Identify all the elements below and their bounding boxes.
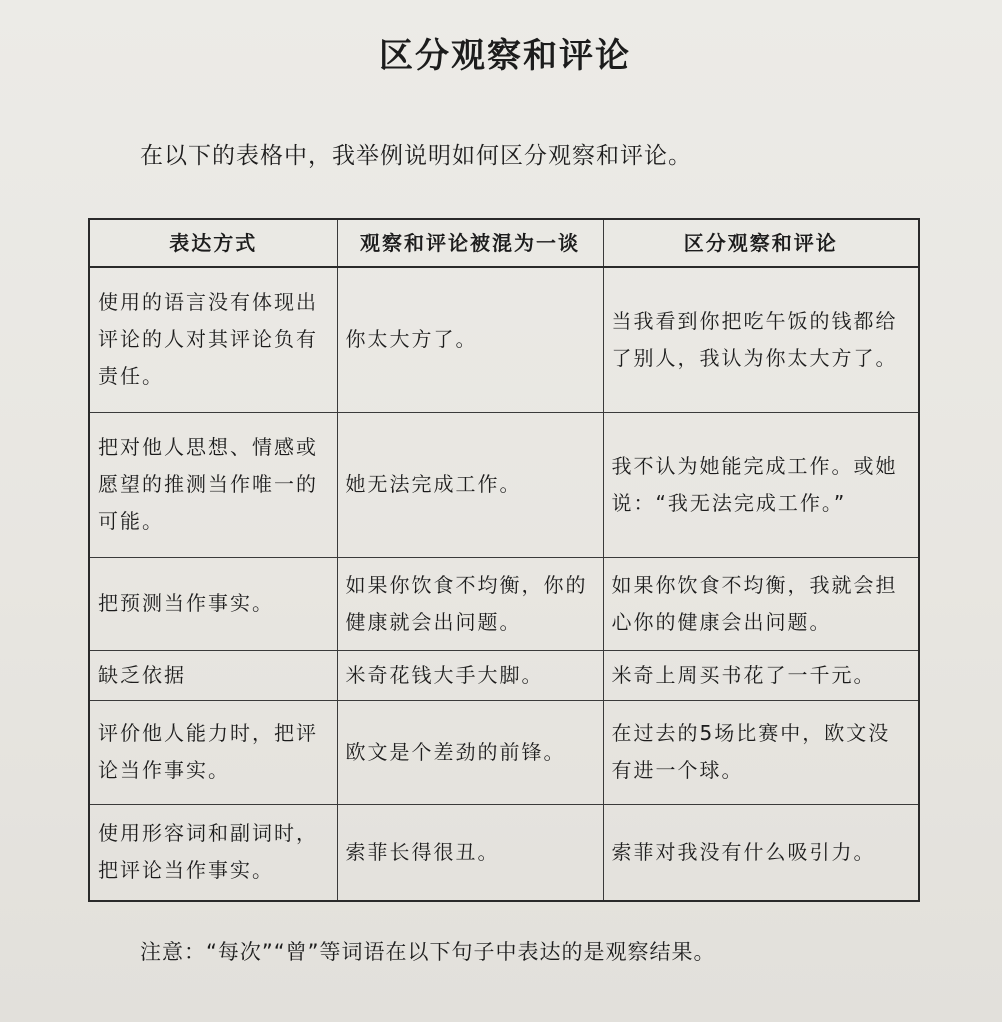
comparison-table [88,218,920,902]
distinguished-example-cell: 我不认为她能完成工作。或她说：“我无法完成工作。” [603,412,919,557]
table-row [89,650,919,700]
page-title: 区分观察和评论 [379,36,631,76]
mixed-example-cell: 如果你饮食不均衡，你的健康就会出问题。 [337,557,603,650]
header-mixed: 观察和评论被混为一谈 [337,219,603,267]
expression-type-cell: 使用形容词和副词时，把评论当作事实。 [89,804,337,901]
expression-type-cell: 缺乏依据 [89,650,337,700]
distinguished-example-cell: 索菲对我没有什么吸引力。 [603,804,919,901]
distinguished-example-cell: 在过去的5场比赛中，欧文没有进一个球。 [603,700,919,804]
expression-type-cell: 把对他人思想、情感或愿望的推测当作唯一的可能。 [89,412,337,557]
table-row [89,267,919,412]
table-row [89,700,919,804]
header-distinguished: 区分观察和评论 [603,219,919,267]
distinguished-example-cell: 如果你饮食不均衡，我就会担心你的健康会出问题。 [603,557,919,650]
expression-type-cell: 把预测当作事实。 [89,557,337,650]
mixed-example-cell: 你太大方了。 [337,267,603,412]
distinguished-example-cell: 当我看到你把吃午饭的钱都给了别人，我认为你太大方了。 [603,267,919,412]
intro-paragraph: 在以下的表格中，我举例说明如何区分观察和评论。 [140,143,692,169]
table-header-row [89,219,919,267]
mixed-example-cell: 米奇花钱大手大脚。 [337,650,603,700]
mixed-example-cell: 索菲长得很丑。 [337,804,603,901]
mixed-example-cell: 欧文是个差劲的前锋。 [337,700,603,804]
table-row [89,557,919,650]
expression-type-cell: 评价他人能力时，把评论当作事实。 [89,700,337,804]
mixed-example-cell: 她无法完成工作。 [337,412,603,557]
header-expression-type: 表达方式 [89,219,337,267]
distinguished-example-cell: 米奇上周买书花了一千元。 [603,650,919,700]
table-row [89,804,919,901]
expression-type-cell: 使用的语言没有体现出评论的人对其评论负有责任。 [89,267,337,412]
table-row [89,412,919,557]
note-paragraph: 注意：“每次”“曾”等词语在以下句子中表达的是观察结果。 [140,940,716,964]
